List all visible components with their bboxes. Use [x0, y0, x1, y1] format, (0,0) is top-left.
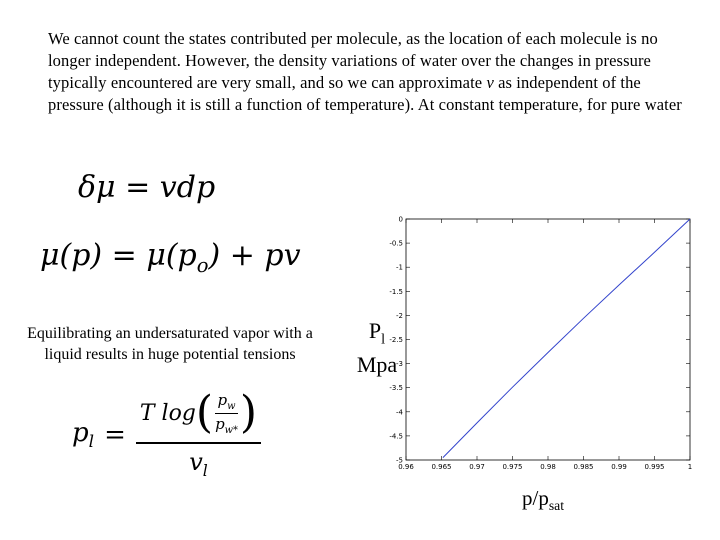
- eq3-inner-num: p: [217, 390, 228, 409]
- eq3-den-sub: l: [202, 461, 208, 480]
- eq3-fraction: [136, 387, 261, 480]
- intro-paragraph: [48, 28, 688, 116]
- y-tick-label: -2: [396, 311, 403, 320]
- x-tick-label: 1: [687, 463, 693, 471]
- x-axis-label-sub: sat: [548, 498, 564, 514]
- eq3-equals: =: [104, 420, 126, 450]
- x-axis-label: [522, 486, 564, 514]
- eq1-lhs: δμ: [78, 170, 116, 205]
- plot-frame: [406, 219, 690, 460]
- x-tick-label: 0.98: [540, 463, 556, 471]
- eq3-inner-num-sub: w: [227, 400, 236, 412]
- pressure-chart: [380, 205, 700, 473]
- eq3-inner-den: p: [215, 414, 225, 433]
- eq3-den-var: v: [189, 447, 203, 476]
- y-tick-label: -3.5: [389, 384, 403, 393]
- eq3-paren-open: (: [195, 387, 214, 439]
- x-tick-label: 0.965: [431, 463, 452, 471]
- x-axis-label-main: p/p: [522, 486, 549, 510]
- y-tick-label: -1.5: [389, 287, 403, 296]
- eq2-equals: =: [111, 238, 147, 273]
- x-tick-label: 0.985: [573, 463, 594, 471]
- y-tick-label: -4.5: [389, 432, 403, 441]
- x-tick-label: 0.975: [502, 463, 523, 471]
- eq3-numerator: [136, 387, 261, 442]
- eq2-rhs-a: μ(p: [146, 238, 197, 273]
- caption-text: Equilibrating an undersaturated vapor with a liquid results in huge potential tensions: [27, 325, 313, 363]
- y-tick-label: -1: [396, 263, 403, 272]
- x-tick-label: 0.99: [611, 463, 627, 471]
- y-tick-label: -3: [396, 360, 403, 369]
- eq3-inner-bar: [215, 413, 238, 414]
- eq1-rhs: vdp: [159, 170, 216, 205]
- equation-dmu: [78, 170, 215, 205]
- eq2-rhs-sub: o: [196, 254, 209, 277]
- y-axis-label-sub: l: [381, 331, 386, 348]
- eq3-inner-den-sub: w*: [224, 424, 238, 436]
- eq3-inner-fraction: [215, 391, 238, 436]
- equation-mu-p: [40, 238, 301, 277]
- eq3-lhs-var: p: [72, 418, 89, 449]
- intro-text-2: as independent of the pressure (although it is still a function of temperature). At constant temperature, for pure water: [48, 73, 682, 114]
- y-axis-label-main: P: [368, 318, 382, 343]
- y-tick-label: 0: [398, 215, 403, 224]
- y-tick-label: -5: [396, 456, 403, 465]
- y-axis-label-unit: Mpa: [356, 352, 398, 378]
- eq3-tlog: T log: [139, 400, 196, 426]
- x-tick-label: 0.995: [644, 463, 665, 471]
- y-tick-label: -0.5: [389, 239, 403, 248]
- equation-pl: [72, 387, 261, 480]
- x-tick-label: 0.97: [469, 463, 485, 471]
- eq2-lhs: μ(p): [40, 238, 103, 273]
- y-tick-label: -2.5: [389, 336, 403, 344]
- eq2-rhs-b: ) + pv: [208, 238, 301, 273]
- y-tick-label: -4: [396, 408, 403, 417]
- eq1-equals: =: [125, 170, 160, 205]
- eq3-lhs-sub: l: [88, 431, 95, 452]
- intro-var-v: v: [486, 73, 494, 92]
- eq3-lhs: [72, 418, 94, 451]
- intro-text-1: We cannot count the states contributed per molecule, as the location of each molecule is no longer independent. However, the density variations of water over the changes in pressure typically encountered are very small, and so we can approximate: [48, 29, 658, 92]
- x-tick-label: 0.96: [398, 463, 414, 471]
- eq3-denominator: [189, 444, 208, 480]
- eq3-paren-close: ): [239, 387, 258, 439]
